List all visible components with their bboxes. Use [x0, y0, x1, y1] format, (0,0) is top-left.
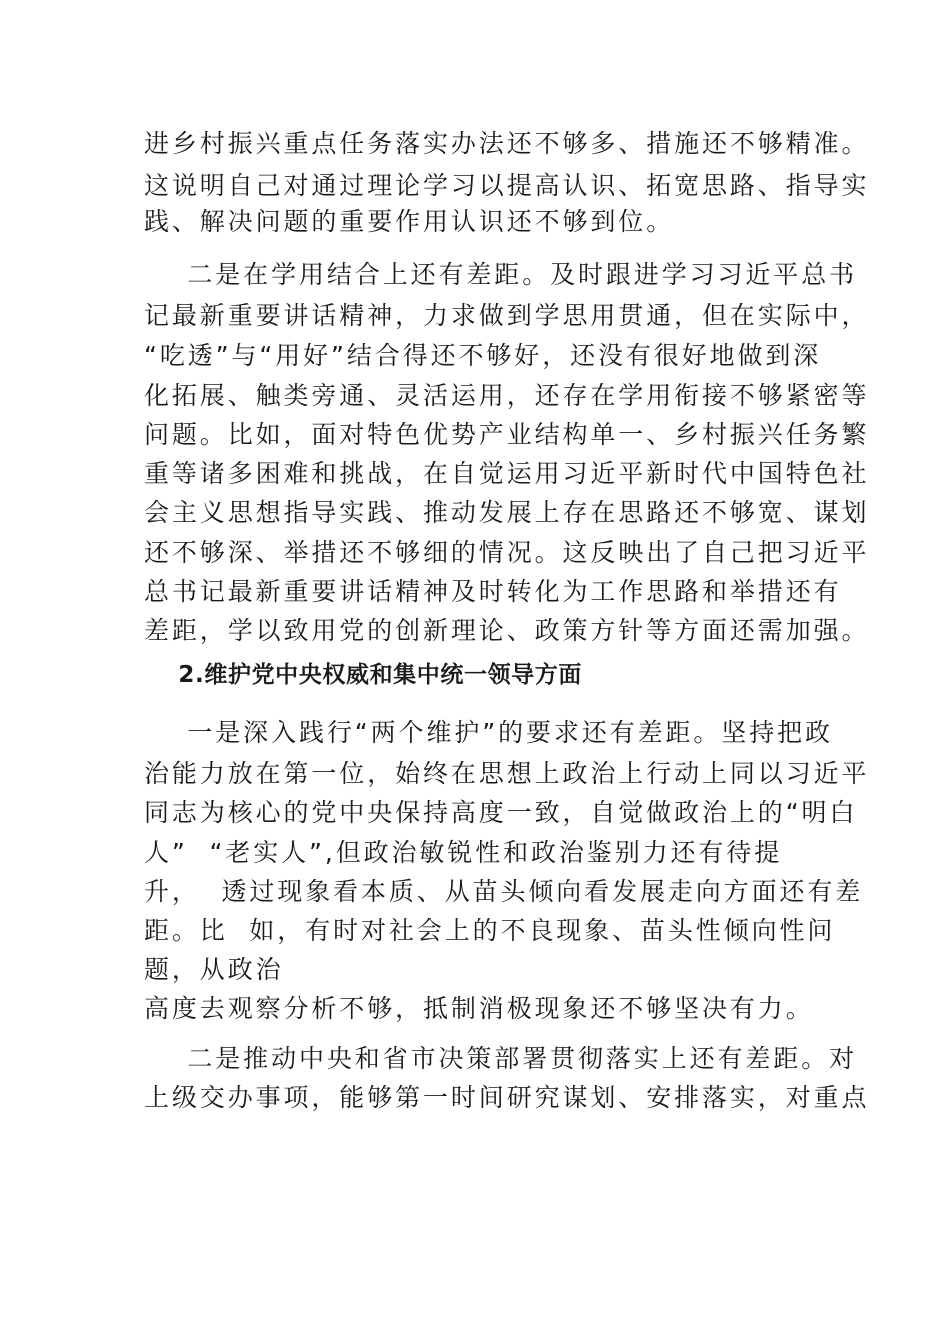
- text-line: 题，从政治: [144, 955, 284, 984]
- text-line: 进乡村振兴重点任务落实办法还不够多、措施还不够精准。: [144, 129, 870, 158]
- text-line: 会主义思想指导实践、推动发展上存在思路还不够宽、谋划: [144, 498, 870, 527]
- text-line: 同志为核心的党中央保持高度一致，自觉做政治上的“明白: [144, 798, 858, 827]
- text-line: 这说明自己对通过理论学习以提高认识、拓宽思路、指导实: [144, 171, 870, 200]
- text-line: 重等诸多困难和挑战，在自觉运用习近平新时代中国特色社: [144, 459, 870, 488]
- text-line: 人” “老实人”,但政治敏锐性和政治鉴别力还有待提: [144, 838, 783, 867]
- text-line: 化拓展、触类旁通、灵活运用，还存在学用衔接不够紧密等: [144, 381, 870, 410]
- text-line: 差距，学以致用党的创新理论、政策方针等方面还需加强。: [144, 616, 870, 645]
- text-line: 记最新重要讲话精神，力求做到学思用贯通，但在实际中，: [144, 301, 870, 330]
- text-line: 距。比 如，有时对社会上的不良现象、苗头性倾向性问: [144, 916, 836, 945]
- paragraph-first-line: 二是在学用结合上还有差距。及时跟进学习习近平总书: [144, 260, 857, 289]
- text-line: 总书记最新重要讲话精神及时转化为工作思路和举措还有: [144, 577, 842, 606]
- paragraph-first-line: 一是深入践行“两个维护”的要求还有差距。坚持把政: [144, 718, 833, 747]
- text-line: 上级交办事项，能够第一时间研究谋划、安排落实，对重点: [144, 1083, 870, 1112]
- paragraph-first-line: 二是推动中央和省市决策部署贯彻落实上还有差距。对: [144, 1044, 857, 1073]
- text-line: 问题。比如，面对特色优势产业结构单一、乡村振兴任务繁: [144, 420, 870, 449]
- section-heading: 2.维护党中央权威和集中统一领导方面: [144, 662, 582, 688]
- text-line: 践、解决问题的重要作用认识还不够到位。: [144, 207, 675, 236]
- text-line: 高度去观察分析不够，抵制消极现象还不够坚决有力。: [144, 994, 814, 1023]
- text-line: “吃透”与“用好”结合得还不够好，还没有很好地做到深: [144, 341, 822, 370]
- text-line: 治能力放在第一位，始终在思想上政治上行动上同以习近平: [144, 759, 870, 788]
- text-line: 升， 透过现象看本质、从苗头倾向看发展走向方面还有差: [144, 877, 864, 906]
- text-line: 还不够深、举措还不够细的情况。这反映出了自己把习近平: [144, 538, 870, 567]
